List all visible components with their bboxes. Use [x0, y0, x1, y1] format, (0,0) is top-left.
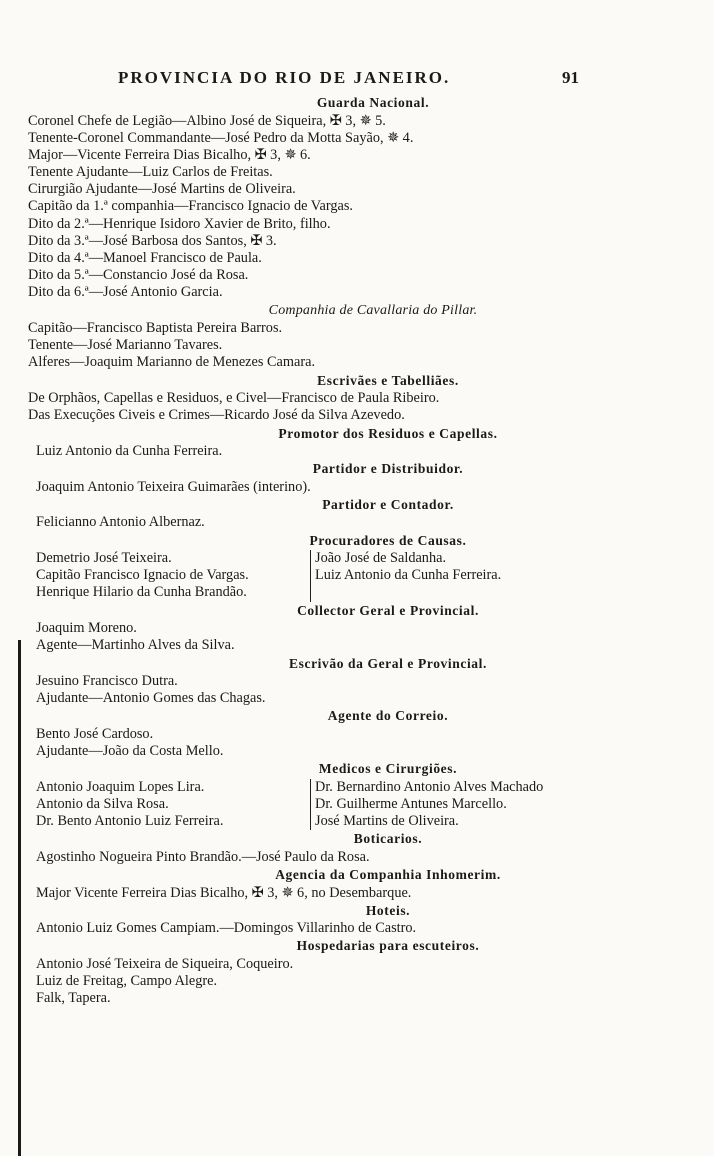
list-item: Major Vicente Ferreira Dias Bicalho, ✠ 3, ✵ 6, no Desembarque.: [36, 884, 412, 901]
list-item: João José de Saldanha.: [315, 550, 447, 567]
list-item: Antonio da Silva Rosa.: [36, 795, 169, 812]
page-number: 91: [562, 68, 579, 87]
list-item: Capitão—Francisco Baptista Pereira Barros.: [28, 320, 283, 337]
list-item: Agostinho Nogueira Pinto Brandão.—José Paulo da Rosa.: [36, 848, 370, 865]
list-item: Antonio Joaquim Lopes Lira.: [36, 778, 205, 795]
list-item: Antonio José Teixeira de Siqueira, Coqueiro.: [36, 955, 294, 972]
list-item: Das Execuções Civeis e Crimes—Ricardo José da Silva Azevedo.: [28, 407, 405, 424]
list-item: Antonio Luiz Gomes Campiam.—Domingos Villarinho de Castro.: [36, 920, 417, 937]
list-item: Joaquim Antonio Teixeira Guimarães (interino).: [36, 478, 311, 495]
list-item: Coronel Chefe de Legião—Albino José de Siqueira, ✠ 3, ✵ 5.: [28, 112, 386, 129]
section-heading-hospedarias: Hospedarias para escuteiros.: [296, 938, 480, 954]
section-heading-boticarios: Boticarios.: [353, 831, 423, 847]
list-item: Dito da 2.ª—Henrique Isidoro Xavier de Brito, filho.: [28, 215, 331, 232]
list-item: Dito da 5.ª—Constancio José da Rosa.: [28, 267, 249, 284]
list-item: Demetrio José Teixeira.: [36, 550, 172, 567]
list-item: Luiz de Freitag, Campo Alegre.: [36, 973, 218, 990]
list-item: Dito da 4.ª—Manoel Francisco de Paula.: [28, 250, 262, 266]
list-item: Dr. Bernardino Antonio Alves Machado: [315, 778, 544, 795]
list-item: Joaquim Moreno.: [36, 620, 137, 637]
section-heading-procuradores: Procuradores de Causas.: [309, 532, 467, 548]
two-column-list: [28, 550, 608, 602]
list-item: Dr. Guilherme Antunes Marcello.: [315, 795, 507, 812]
section-heading-escrivao: Escrivão da Geral e Provincial.: [289, 655, 487, 671]
section-heading-collector: Collector Geral e Provincial.: [297, 602, 479, 618]
section-heading-cavallaria: Companhia de Cavallaria do Pillar.: [268, 302, 478, 318]
list-item: Tenente Ajudante—Luiz Carlos de Freitas.: [28, 164, 273, 181]
list-item: De Orphãos, Capellas e Residuos, e Civel—Francisco de Paula Ribeiro.: [28, 390, 440, 407]
section-heading-escrivaes: Escrivães e Tabelliães.: [317, 372, 459, 388]
list-item: Alferes—Joaquim Marianno de Menezes Camara.: [28, 354, 316, 371]
section-heading-hoteis: Hoteis.: [365, 902, 411, 918]
section-heading-correio: Agente do Correio.: [327, 708, 449, 724]
page-header: [0, 68, 714, 90]
list-item: José Martins de Oliveira.: [315, 813, 459, 830]
list-item: Bento José Cardoso.: [36, 725, 154, 742]
section-heading-agencia: Agencia da Companhia Inhomerim.: [275, 867, 501, 882]
list-item: Dito da 3.ª—José Barbosa dos Santos, ✠ 3.: [28, 232, 277, 249]
list-item: Cirurgião Ajudante—José Martins de Oliveira.: [28, 181, 296, 198]
two-column-list: [28, 779, 608, 831]
section-heading-partidor-distribuidor: Partidor e Distribuidor.: [312, 461, 464, 477]
list-item: Tenente-Coronel Commandante—José Pedro da Motta Sayão, ✵ 4.: [28, 129, 414, 146]
list-item: Ajudante—João da Costa Mello.: [36, 743, 224, 760]
list-item: Ajudante—Antonio Gomes das Chagas.: [36, 690, 266, 707]
list-item: Luiz Antonio da Cunha Ferreira.: [315, 567, 502, 584]
list-item: Henrique Hilario da Cunha Brandão.: [36, 584, 247, 601]
section-heading-guarda-nacional: Guarda Nacional.: [316, 95, 430, 110]
list-item: Jesuino Francisco Dutra.: [36, 673, 178, 689]
running-title: PROVINCIA DO RIO DE JANEIRO.: [118, 68, 451, 87]
section-heading-medicos: Medicos e Cirurgiões.: [318, 761, 458, 777]
list-item: Tenente—José Marianno Tavares.: [28, 337, 223, 354]
list-item: Dr. Bento Antonio Luiz Ferreira.: [36, 813, 224, 830]
list-item: Capitão Francisco Ignacio de Vargas.: [36, 567, 249, 584]
list-item: Falk, Tapera.: [36, 990, 111, 1007]
section-heading-promotor: Promotor dos Residuos e Capellas.: [278, 425, 498, 441]
list-item: Luiz Antonio da Cunha Ferreira.: [36, 443, 223, 459]
list-item: Major—Vicente Ferreira Dias Bicalho, ✠ 3, ✵ 6.: [28, 146, 311, 163]
section-heading-partidor-contador: Partidor e Contador.: [322, 496, 454, 512]
list-item: Agente—Martinho Alves da Silva.: [36, 637, 235, 654]
page-binding-edge: [18, 640, 21, 1156]
list-item: Capitão da 1.ª companhia—Francisco Ignacio de Vargas.: [28, 198, 354, 215]
list-item: Felicianno Antonio Albernaz.: [36, 514, 205, 531]
list-item: Dito da 6.ª—José Antonio Garcia.: [28, 284, 223, 301]
page-body: [28, 94, 608, 1007]
